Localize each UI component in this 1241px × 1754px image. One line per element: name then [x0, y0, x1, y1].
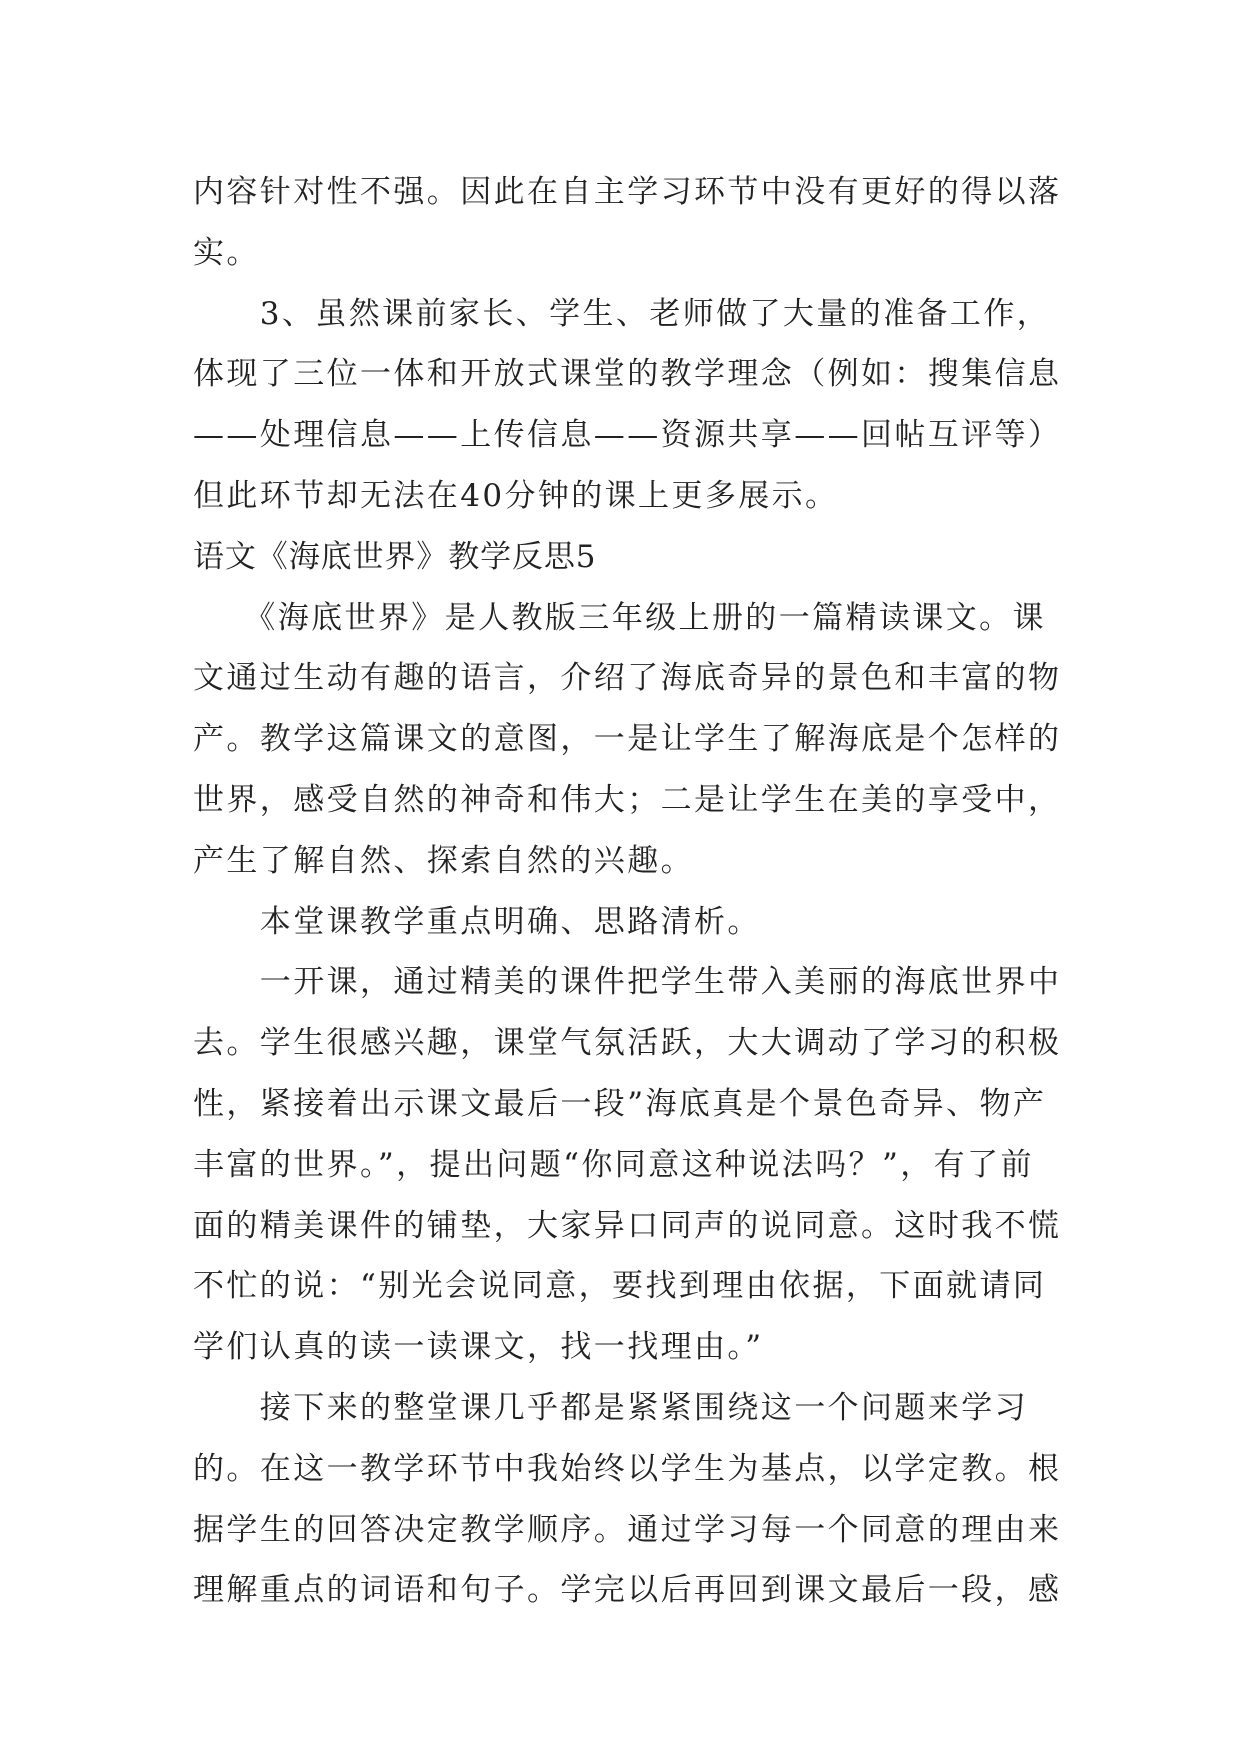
section-heading	[193, 527, 1073, 588]
text-line: 的。在这一教学环节中我始终以学生为基点，以学定教。根	[193, 1450, 1062, 1487]
text-line: 接下来的整堂课几乎都是紧紧围绕这一个问题来学习	[193, 1389, 1028, 1426]
text-line: 实。	[193, 234, 260, 271]
paragraph-opening	[193, 952, 1073, 1378]
text-line: 体现了三位一体和开放式课堂的教学理念（例如：搜集信息	[193, 356, 1062, 393]
text-line: 学们认真的读一读课文，找一找理由。”	[193, 1329, 764, 1366]
paragraph-point-3	[193, 284, 1073, 527]
text-line: 性，紧接着出示课文最后一段”海底真是个景色奇异、物产	[193, 1085, 1047, 1122]
document-body	[193, 162, 1073, 1621]
text-line: 产。教学这篇课文的意图，一是让学生了解海底是个怎样的	[193, 721, 1062, 758]
text-line: 但此环节却无法在40分钟的课上更多展示。	[193, 477, 839, 514]
paragraph-intro	[193, 588, 1073, 892]
text-line: 世界，感受自然的神奇和伟大；二是让学生在美的享受中，	[193, 781, 1062, 818]
text-line: 《海底世界》是人教版三年级上册的一篇精读课文。课	[193, 599, 1046, 636]
text-line: 面的精美课件的铺垫，大家异口同声的说同意。这时我不慌	[193, 1207, 1062, 1244]
paragraph-continuation	[193, 162, 1073, 284]
text-line: 去。学生很感兴趣，课堂气氛活跃，大大调动了学习的积极	[193, 1025, 1062, 1062]
text-line: 3、虽然课前家长、学生、老师做了大量的准备工作，	[193, 295, 1051, 332]
text-line: 不忙的说：“别光会说同意，要找到理由依据，下面就请同	[193, 1268, 1047, 1305]
paragraph-next	[193, 1378, 1073, 1621]
text-line: 产生了解自然、探索自然的兴趣。	[193, 842, 694, 879]
text-line: 据学生的回答决定教学顺序。通过学习每一个同意的理由来	[193, 1511, 1062, 1548]
text-line: 文通过生动有趣的语言，介绍了海底奇异的景色和丰富的物	[193, 660, 1062, 697]
text-line: 理解重点的词语和句子。学完以后再回到课文最后一段，感	[193, 1572, 1062, 1609]
heading-text: 语文《海底世界》教学反思5	[193, 538, 597, 575]
text-line: 内容针对性不强。因此在自主学习环节中没有更好的得以落	[193, 174, 1062, 210]
text-line: 一开课，通过精美的课件把学生带入美丽的海底世界中	[193, 964, 1062, 1001]
text-line: ——处理信息——上传信息——资源共享——回帖互评等）	[193, 417, 1062, 454]
text-line: 本堂课教学重点明确、思路清析。	[193, 903, 761, 940]
paragraph-focus	[193, 892, 1073, 953]
text-line: 丰富的世界。”，提出问题“你同意这种说法吗？”，有了前	[193, 1146, 1034, 1183]
